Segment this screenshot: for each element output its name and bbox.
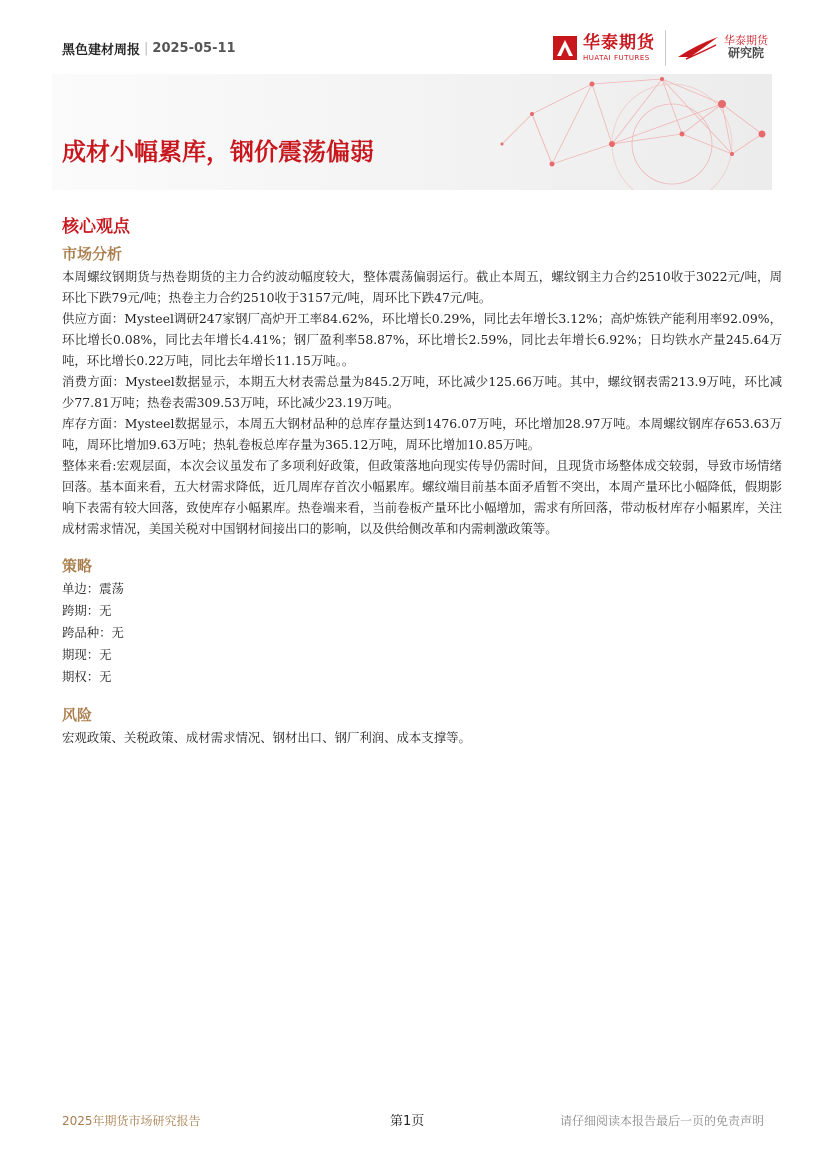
main-content	[62, 206, 782, 748]
strategy-item: 单边：震荡	[62, 581, 124, 596]
market-paragraph: 本周螺纹钢期货与热卷期货的主力合约波动幅度较大，整体震荡偏弱运行。截止本周五，螺纹钢主力合约2510收于3022元/吨，周环比下跌79元/吨；热卷主力合约2510收于3157元/吨，周环比下跌47元/吨。	[62, 269, 782, 305]
risk-heading: 风险	[62, 706, 93, 724]
strategy-item: 期现：无	[62, 647, 112, 662]
overall-paragraph: 整体来看:宏观层面，本次会议虽发布了多项利好政策，但政策落地向现实传导仍需时间，且现货市场整体成交较弱，导致市场情绪回落。基本面来看，五大材需求降低，近几周库存首次小幅累库。螺纹端目前基本面矛盾暂不突出，本周产量环比小幅降低，假期影响下表需有较大回落，致使库存小幅累库。热卷端来看，当前卷板产量环比小幅增加，需求有所回落，带动板材库存小幅累库，关注成材需求情况，美国关税对中国钢材间接出口的影响，以及供给侧改革和内需刺激政策等。	[62, 458, 782, 536]
risk-text: 宏观政策、关税政策、成材需求情况、钢材出口、钢厂利润、成本支撑等。	[62, 730, 471, 745]
page-title: 成材小幅累库，钢价震荡偏弱	[62, 138, 374, 166]
logo-main-en: HUATAI FUTURES	[583, 53, 650, 62]
disclaimer-note: 请仔细阅读本报告最后一页的免责声明	[559, 1114, 764, 1128]
market-analysis-heading: 市场分析	[62, 245, 123, 263]
core-view-heading: 核心观点	[62, 217, 130, 237]
logo-divider	[665, 30, 666, 66]
title-banner	[52, 74, 772, 190]
page-number: 第1页	[390, 1114, 425, 1129]
report-date: 2025-05-11	[152, 40, 236, 56]
header-separator: |	[144, 40, 149, 56]
research-line2: 研究院	[727, 46, 764, 61]
research-line1: 华泰期货	[724, 34, 768, 48]
strategy-item: 跨期：无	[62, 603, 112, 618]
consumption-paragraph: 消费方面：Mysteel数据显示，本期五大材表需总量为845.2万吨，环比减少125.66万吨。其中，螺纹钢表需213.9万吨，环比减少77.81万吨；热卷表需309.53万吨，环比减少23.19万吨。	[62, 374, 782, 410]
strategy-heading: 策略	[62, 557, 93, 575]
strategy-item: 期权：无	[62, 669, 112, 684]
page-footer	[62, 1108, 764, 1132]
huatai-futures-logo	[553, 32, 655, 62]
report-name: 黑色建材周报	[62, 42, 141, 58]
network-graphic-icon	[472, 74, 772, 190]
swoosh-icon	[676, 35, 720, 61]
footer-report-title: 2025年期货市场研究报告	[62, 1114, 201, 1128]
supply-paragraph: 供应方面：Mysteel调研247家钢厂高炉开工率84.62%，环比增长0.29%，同比去年增长3.12%；高炉炼铁产能利用率92.09%，环比增长0.08%，同比去年增长4.41%；钢厂盈利率58.87%，环比增长2.59%，同比去年增长6.92%；日均铁水产量245.64万吨，环比增长0.22万吨，同比去年增长11.15万吨。。	[62, 311, 782, 368]
research-institute-logo	[676, 35, 768, 61]
inventory-paragraph: 库存方面：Mysteel数据显示，本周五大钢材品种的总库存量达到1476.07万吨，环比增加28.97万吨。本周螺纹钢库存653.63万吨，周环比增加9.63万吨；热轧卷板总库存量为365.12万吨，周环比增加10.85万吨。	[62, 416, 782, 452]
huatai-logo-icon	[553, 36, 577, 60]
logo-main-cn: 华泰期货	[583, 32, 655, 53]
strategy-item: 跨品种：无	[62, 625, 124, 640]
report-header	[62, 38, 236, 58]
logo-area	[553, 26, 768, 70]
